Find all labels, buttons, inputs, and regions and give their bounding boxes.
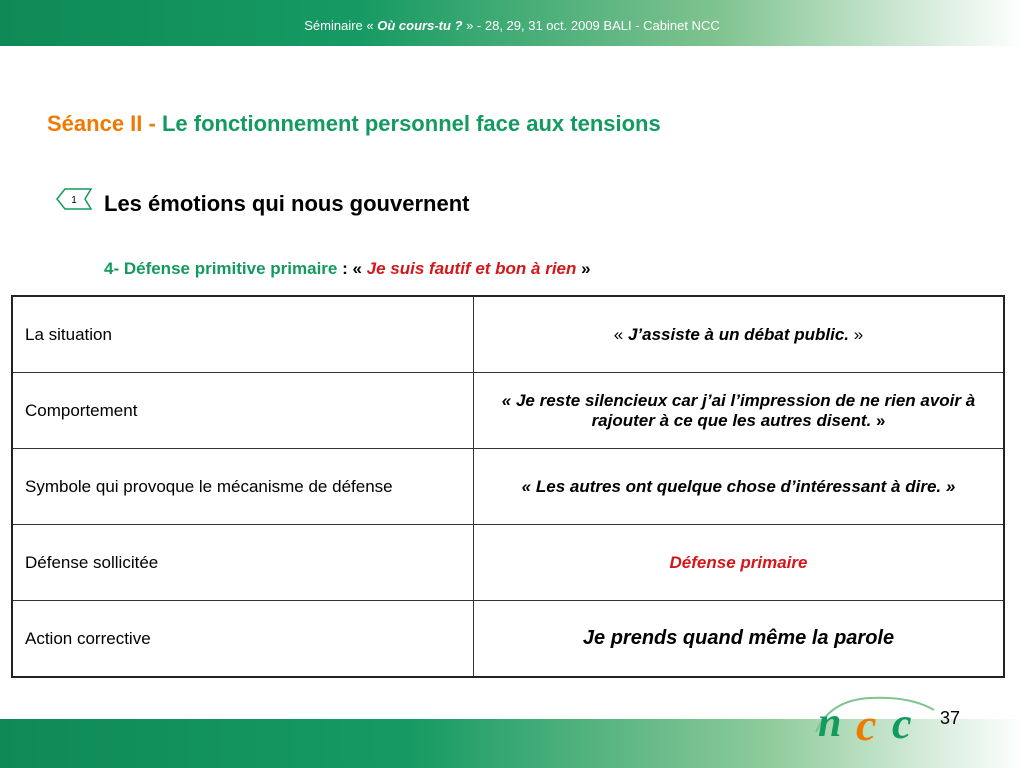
subheading-red: Je suis fautif et bon à rien xyxy=(366,259,577,278)
table-row xyxy=(12,449,1004,525)
row-value: Défense primaire xyxy=(474,525,1005,601)
subheading-green: 4- Défense primitive primaire xyxy=(104,259,338,278)
ncc-logo xyxy=(810,692,940,748)
subheading-close: » xyxy=(576,259,591,278)
row-label: Action corrective xyxy=(12,601,474,678)
bullet-number-icon xyxy=(55,186,93,212)
row-label: Comportement xyxy=(12,373,474,449)
row-label: Symbole qui provoque le mécanisme de défense xyxy=(12,449,474,525)
page-number: 37 xyxy=(940,708,961,728)
subheading-open: : « xyxy=(337,259,367,278)
table-row xyxy=(12,525,1004,601)
table-row xyxy=(12,373,1004,449)
section-subtitle: Les émotions qui nous gouvernent xyxy=(104,191,470,216)
svg-text:c: c xyxy=(892,699,912,748)
row-value: « J’assiste à un débat public. » xyxy=(474,296,1005,373)
row-value: « Je reste silencieux car j’ai l’impression de ne rien avoir à rajouter à ce que les autres disent. » xyxy=(474,373,1005,449)
header-text: Séminaire « Où cours-tu ? » - 28, 29, 31 oct. 2009 BALI - Cabinet NCC xyxy=(304,18,720,33)
bullet-number: 1 xyxy=(71,195,77,206)
defense-table xyxy=(11,295,1005,678)
svg-text:c: c xyxy=(856,699,877,748)
table-row xyxy=(12,296,1004,373)
row-value: « Les autres ont quelque chose d’intéressant à dire. » xyxy=(474,449,1005,525)
row-label: Défense sollicitée xyxy=(12,525,474,601)
header-italic: Où cours-tu ? xyxy=(377,18,463,33)
svg-text:n: n xyxy=(818,700,842,746)
table-row xyxy=(12,601,1004,678)
title-part2: Le fonctionnement personnel face aux tensions xyxy=(161,111,661,136)
title-part1: Séance II - xyxy=(47,111,162,136)
subheading xyxy=(104,259,591,279)
row-value: Je prends quand même la parole xyxy=(474,601,1005,678)
row-label: La situation xyxy=(12,296,474,373)
page-title xyxy=(47,111,661,137)
